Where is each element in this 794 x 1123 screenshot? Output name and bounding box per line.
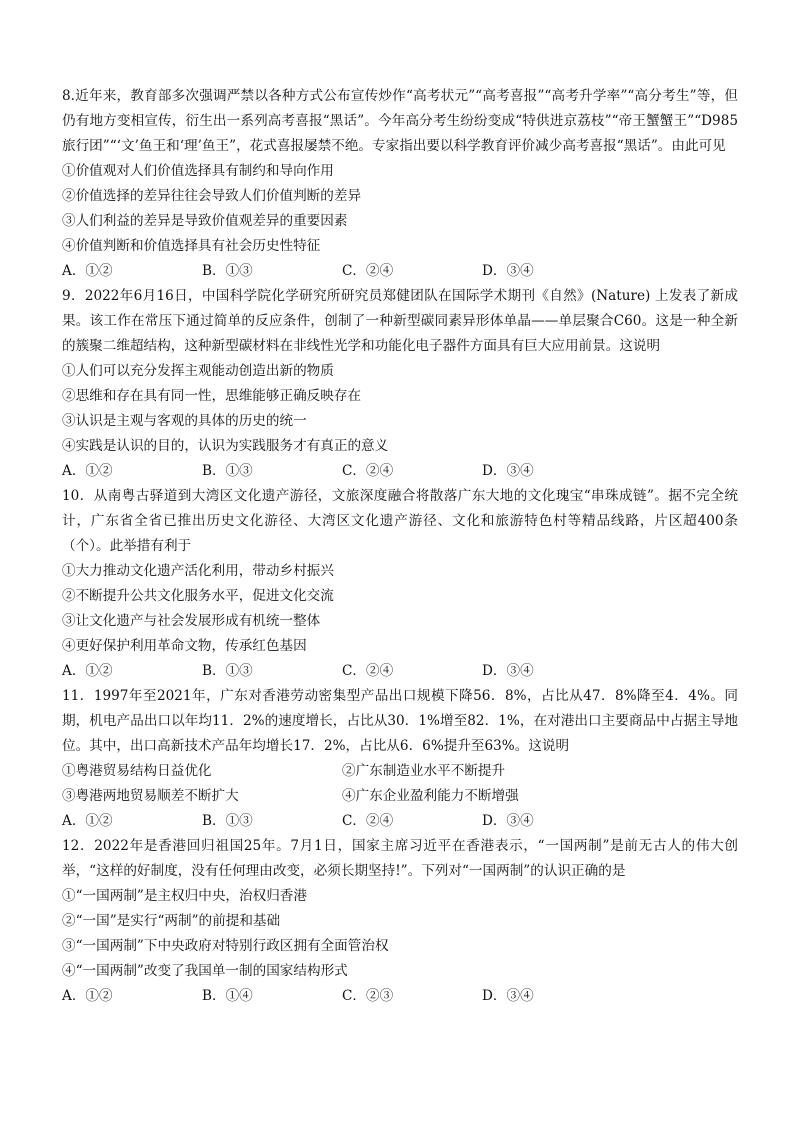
option-1: ①粤港贸易结构日益优化 <box>62 763 212 779</box>
question-stem: 9．2022年6月16日，中国科学院化学研究所研究员郑健团队在国际学术期刊《自然》(Nature) 上发表了新成果。该工作在常压下通过简单的反应条件，创制了一种新型碳同素异形体单晶——单层聚合C60。这是一种全新的簇聚二维超结构，这种新型碳材料在非线性光学和功能化电子器件方面具有巨大应用前景。这说明 <box>62 288 738 354</box>
question-stem: 10．从南粤古驿道到大湾区文化遗产游径，文旅深度融合将散落广东大地的文化瑰宝“串珠成链”。据不完全统计，广东省全省已推出历史文化游径、大湾区文化遗产游径、文化和旅游特色村等精品线路，片区超400条（个）。此举措有利于 <box>62 488 738 554</box>
answer-c: C．②③ <box>342 988 394 1004</box>
answer-d: D．③④ <box>482 263 534 279</box>
answer-b: B．①④ <box>202 988 253 1004</box>
answer-a: A．①② <box>62 263 113 279</box>
answer-a: A．①② <box>62 813 113 829</box>
answer-a: A．①② <box>62 463 113 479</box>
option-1: ①大力推动文化遗产活化利用，带动乡村振兴 <box>62 563 334 579</box>
option-2: ②广东制造业水平不断提升 <box>342 763 506 779</box>
answer-choices <box>62 984 738 1009</box>
answer-b: B．①③ <box>202 263 253 279</box>
option-1: ①人们可以充分发挥主观能动创造出新的物质 <box>62 363 334 379</box>
answer-a: A．①② <box>62 988 113 1004</box>
answer-choices <box>62 459 738 484</box>
question-stem: 12．2022年是香港回归祖国25年。7月1日，国家主席习近平在香港表示，“一国两制”是前无古人的伟大创举，“这样的好制度，没有任何理由改变，必须长期坚持!”。下列对“一国两制”的认识正确的是 <box>62 838 738 879</box>
answer-d: D．③④ <box>482 463 534 479</box>
option-3: ③让文化遗产与社会发展形成有机统一整体 <box>62 613 321 629</box>
option-4: ④“一国两制”改变了我国单一制的国家结构形式 <box>62 963 348 979</box>
option-4: ④更好保护利用革命文物，传承红色基因 <box>62 638 307 654</box>
option-4: ④广东企业盈利能力不断增强 <box>342 788 519 804</box>
option-2: ②不断提升公共文化服务水平，促进文化交流 <box>62 588 334 604</box>
question-12 <box>62 834 738 1009</box>
question-stem: 11．1997年至2021年，广东对香港劳动密集型产品出口规模下降56．8%，占比从47．8%降至4．4%。同期，机电产品出口以年均11．2%的速度增长，占比从30．1%增至82．1%，在对港出口主要商品中占据主导地位。其中，出口高新技术产品年均增长17．2%，占比从6．6%提升至63%。这说明 <box>62 688 738 754</box>
option-2: ②价值选择的差异往往会导致人们价值判断的差异 <box>62 188 362 204</box>
answer-d: D．③④ <box>482 813 534 829</box>
answer-b: B．①③ <box>202 663 253 679</box>
option-1: ①价值观对人们价值选择具有制约和导向作用 <box>62 163 334 179</box>
option-grid <box>62 759 738 809</box>
question-sheet <box>62 84 738 1009</box>
answer-c: C．②④ <box>342 263 394 279</box>
answer-b: B．①③ <box>202 813 253 829</box>
answer-choices <box>62 659 738 684</box>
answer-c: C．②④ <box>342 463 394 479</box>
answer-choices <box>62 809 738 834</box>
option-4: ④实践是认识的目的，认识为实践服务才有真正的意义 <box>62 438 389 454</box>
answer-a: A．①② <box>62 663 113 679</box>
question-9 <box>62 284 738 484</box>
question-10 <box>62 484 738 684</box>
answer-c: C．②④ <box>342 813 394 829</box>
answer-choices <box>62 259 738 284</box>
option-3: ③粤港两地贸易顺差不断扩大 <box>62 788 239 804</box>
answer-b: B．①③ <box>202 463 253 479</box>
option-4: ④价值判断和价值选择具有社会历史性特征 <box>62 238 321 254</box>
answer-d: D．③④ <box>482 988 534 1004</box>
question-8 <box>62 84 738 284</box>
answer-d: D．③④ <box>482 663 534 679</box>
question-stem: 8.近年来，教育部多次强调严禁以各种方式公布宣传炒作“高考状元”“高考喜报”“高考升学率”“高分考生”等，但仍有地方变相宣传，衍生出一系列高考喜报“黑话”。今年高分考生纷纷变成“特供进京荔枝”“帝王蟹蟹王”“D985旅行团”“‘文’鱼王和‘理’鱼王”，花式喜报屡禁不绝。专家指出要以科学教育评价减少高考喜报“黑话”。由此可见 <box>62 88 738 154</box>
option-2: ②思维和存在具有同一性，思维能够正确反映存在 <box>62 388 362 404</box>
answer-c: C．②④ <box>342 663 394 679</box>
option-3: ③人们利益的差异是导致价值观差异的重要因素 <box>62 213 348 229</box>
option-1: ①“一国两制”是主权归中央，治权归香港 <box>62 888 307 904</box>
option-3: ③认识是主观与客观的具体的历史的统一 <box>62 413 307 429</box>
option-3: ③“一国两制”下中央政府对特别行政区拥有全面管治权 <box>62 938 389 954</box>
option-2: ②“一国”是实行“两制”的前提和基础 <box>62 913 281 929</box>
question-11 <box>62 684 738 834</box>
